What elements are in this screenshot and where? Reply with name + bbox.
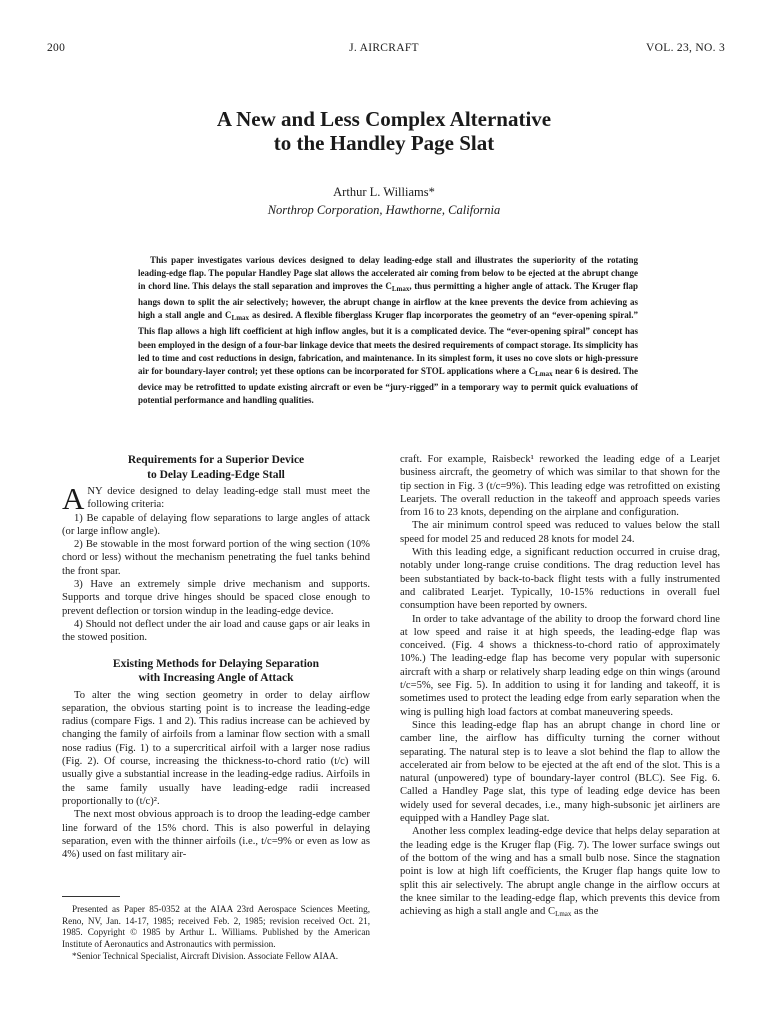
paragraph: Since this leading-edge flap has an abrupt change in chord line or camber line, the airflow has difficulty turning the corner without separating. The natural step is to leave a slot behind the flap to allow the accelerated air from below to be ejected at the aft end of the slot. This is a natural (unpowered) type of boundary-layer control (BLC). See Fig. 6. Called a Handley Page slat, this type of leading edge device has been widely used for several decades, i.e., many high-subsonic jet airliners are equipped with a Handley Page slat.: [400, 719, 720, 825]
paragraph: craft. For example, Raisbeck¹ reworked the leading edge of a Learjet business aircraft, the geometry of which was similar to that shown for the tip section in Fig. 3 (t/c=9%). This leading edge was retrofitted on existing Learjets. The overall reduction in the takeoff and approach speeds varies from 16 to 23 knots, depending on the airplane and configuration.: [400, 454, 720, 519]
paragraph: 4) Should not deflect under the air load and cause gaps or air leaks in the stowed position.: [62, 618, 370, 644]
author-block: [0, 183, 768, 219]
abstract: This paper investigates various devices designed to delay leading-edge stall and illustrates the superiority of the rotating leading-edge flap. The popular Handley Page slat allows the accelerated air coming from below to be ejected at the abrupt change in chord line. This delays the stall separation and improves the $C_{Lmax}$, thus permitting a higher angle of attack. The Kruger flap hangs down to split the air selectively; however, the abrupt change in airflow at the knee prevents the device from achieving as high a stall angle and $C_{Lmax}$ as desired. A flexible fiberglass Kruger flap incorporates the geometry of an “ever-opening spiral.” This flap allows a high lift coefficient at high inflow angles, but it is a complicated device. The “ever-opening spiral” concept has been employed in the design of a four-bar linkage device that meets the desired requirements of compact storage. Its simplicity has led to time and cost reductions in design, fabrication, and maintenance. In its simplest form, it uses no cove slots or high-pressure air for boundary-layer control; yet these options can be incorporated for STOL applications where a $C_{Lmax}$ near 6 is desired. The device may be retrofitted to update existing aircraft or even be “jury-rigged” in a temporary way to permit quick evaluations of potential performance and handling qualities.: [138, 255, 638, 405]
author-name: Arthur L. Williams*: [333, 185, 435, 199]
section-heading-line: Existing Methods for Delaying Separation: [112, 657, 320, 670]
footnotes: [62, 904, 370, 963]
title-line-1: A New and Less Complex Alternative: [216, 107, 552, 131]
paragraph: 3) Have an extremely simple drive mechanism and supports. Supports and torque drive hinges should be spaced close enough to prevent deflection or torsion windup in the leading-edge device.: [62, 579, 370, 617]
paragraph: 2) Be stowable in the most forward portion of the wing section (10% chord or less) without the mechanism penetrating the fuel tanks behind the front spar.: [62, 539, 370, 577]
paragraph: In order to take advantage of the ability to droop the forward chord line at low speed and raise it at high speeds, the leading-edge flap was conceived. (Fig. 4 shows a thickness-to-chord ratio of approximately 10%.) The leading-edge flap has become very popular with supersonic aircraft with a sharp or relatively sharp leading edge on thin wings (around t/c=5%, see Fig. 5). In addition to using it for landing and takeoff, it is sometimes used to protect the leading edge from early separation when the wing is pulling high load factors at combat maneuvering speeds.: [400, 613, 720, 718]
section-heading-line: Requirements for a Superior Device: [127, 454, 305, 466]
paragraph: The next most obvious approach is to droop the leading-edge camber line forward of the 15% chord. This is also powerful in delaying separation, even with the thinner airfoils (i.e., t/c=9% or even as low as 4%) used on fast military air-: [62, 809, 370, 861]
author-affiliation: Northrop Corporation, Hawthorne, California: [267, 203, 501, 217]
drop-cap: A: [62, 481, 85, 516]
section-heading-requirements: [62, 453, 370, 482]
title-line-2: to the Handley Page Slat: [273, 131, 495, 155]
section-heading-existing-methods: [62, 657, 370, 686]
page-number: 200: [47, 42, 66, 54]
paragraph: Another less complex leading-edge device that helps delay separation at the leading edge is the Kruger flap (Fig. 7). The lower surface swings out of the bottom of the wing and has a small bulb nose. Since the stagnation point is low at high lift coefficients, the Kruger flap hangs quite low to split this air selectively. The abrupt angle change in the airflow occurs at the knee similar to the leading-edge flap, which prevents this device from achieving as high a stall angle and $C_{Lmax}$ as the: [400, 826, 720, 919]
section-heading-line: to Delay Leading-Edge Stall: [147, 468, 285, 481]
paper-title: [0, 107, 768, 155]
journal-name: J. AIRCRAFT: [349, 42, 419, 54]
paragraph: To alter the wing section geometry in order to delay airflow separation, the obvious starting point is to increase the leading-edge radius (compare Figs. 1 and 2). This radius increase can be achieved by changing the family of airfoils from a laminar flow section with a small nose radius (Fig. 1) to a supercritical airfoil with a larger nose radius (Fig. 2). Of course, increasing the thickness-to-chord ratio (t/c) will usually give a substantial increase in the leading-edge radius. Airfoils in the same family usually have leading-edge radii increased proportionally to (t/c)².: [62, 689, 370, 807]
paragraph-text: NY device designed to delay leading-edge stall must meet the following criteria:: [87, 486, 370, 511]
left-column: [62, 453, 370, 861]
footnote: *Senior Technical Specialist, Aircraft Division. Associate Fellow AIAA.: [72, 950, 339, 961]
paragraph: [62, 481, 370, 516]
footnote-rule: [62, 896, 120, 897]
right-column: [400, 453, 720, 921]
section-heading-line: with Increasing Angle of Attack: [138, 672, 294, 685]
paragraph: 1) Be capable of delaying flow separations to large angles of attack (or large inflow angle).: [62, 512, 370, 537]
volume-issue: VOL. 23, NO. 3: [646, 42, 725, 54]
paragraph: With this leading edge, a significant reduction occurred in cruise drag, notably under long-range cruise conditions. The drag reduction level has been substantiated by back-to-back flight tests with a fully instrumented and calibrated Learjet. Typically, 10-15% reductions in overall fuel consumption have been reported by owners.: [400, 547, 720, 612]
paragraph: The air minimum control speed was reduced to values below the stall speed for model 25 and reduced 28 knots for model 24.: [400, 520, 720, 545]
footnote: Presented as Paper 85-0352 at the AIAA 23rd Aerospace Sciences Meeting, Reno, NV, Jan. 14-17, 1985; received Feb. 2, 1985; revision received Oct. 21, 1985. Copyright © 1985 by Arthur L. Williams. Published by the American Institute of Aeronautics and Astronautics with permission.: [62, 904, 370, 950]
